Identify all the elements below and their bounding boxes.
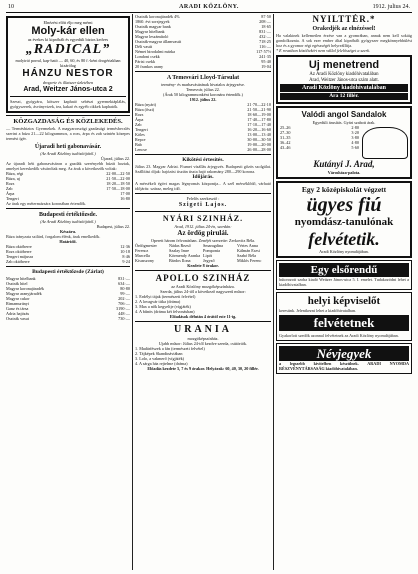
- program-item: 4. A bűnös (dráma két felvonásban): [135, 309, 195, 314]
- row-value: 117·57½: [256, 49, 271, 54]
- program-item: 3. Lolo, a vakmerő (vígjáték): [135, 356, 185, 361]
- row-value: 4·80: [351, 140, 359, 146]
- theater-date: Arad, 1912. július 24-én, szerdán:: [174, 224, 232, 229]
- school-line4: felvétetik.: [308, 229, 380, 250]
- grain-title: Újaradi heti gabonavásár.: [34, 144, 102, 150]
- row-value: 634·—: [118, 281, 130, 286]
- cast-cell: Kisasszony: [135, 258, 155, 263]
- ad-moly-small: Szeszt, gyógyáru, kötszer kapható sebészi gyermektáplálás, gyógyszerek, ásványvizek, tea, kakaó és egyéb cikkek kaphatók.: [10, 99, 126, 109]
- cast-cell: Pomponia: [203, 248, 220, 253]
- futures-title: Határidő.: [59, 239, 77, 244]
- row-label: Búza (nyári): [135, 102, 157, 107]
- row-value: 432·—: [259, 34, 271, 39]
- menetrend-title: Uj menetrend: [308, 59, 380, 71]
- nevjegyek-title: Névjegyek: [279, 346, 409, 361]
- row-value: 80·80: [120, 286, 130, 291]
- grain-price-list: [6, 171, 130, 201]
- row-value: 21·50—22·00: [106, 176, 130, 181]
- livestock-title: A Temesvári Lloyd-Társulat: [166, 75, 240, 81]
- newspaper-title: ARADI KÖZLÖNY.: [179, 4, 239, 10]
- row-value: 18·60—19·00: [247, 112, 271, 117]
- price-row: [135, 147, 271, 152]
- row-label: Londoni csekk: [135, 54, 160, 59]
- ad-nevjegyek: [276, 343, 412, 374]
- nyiltter-title: NYILTTÉR.*: [312, 14, 376, 24]
- row-label: Tengeri májusra: [6, 254, 34, 259]
- cast-cell: Smaragdina: [203, 243, 224, 248]
- ships-text: Július 23. Magyar Adriai. Fiumei vízállás árjegyzés. Budapesti gőzös szolgálat. Szállítási díjak: hajózási tisztán tiszta hajó rakomány 280—290 korona.: [135, 164, 271, 174]
- column-1: [6, 14, 130, 570]
- row-label: Búza októberre: [6, 244, 32, 249]
- row-label: Rozs októberre: [6, 249, 32, 254]
- commerce-title: KÖZGAZDASÁG ÉS KÖZLEKEDÉS.: [13, 118, 123, 125]
- budapest-sub: (Az Aradi Közlöny tudósítójától.): [40, 219, 96, 224]
- row-label: Lencse: [135, 147, 147, 152]
- row-value: 22·00—22·50: [106, 171, 130, 176]
- row-value: 8·46: [122, 254, 130, 259]
- ad-apartment: [276, 260, 412, 290]
- agent-text2: Gyakorlott szedők azonnal felvétetnek az Aradi Közlöny nyomdájában.: [279, 333, 399, 339]
- grain-sub: (Az Aradi Közlöny tudósítójától.): [40, 151, 96, 156]
- chief-label: Felelős szerkesztő :: [186, 196, 220, 201]
- ad-menetrend: [276, 55, 412, 104]
- cast-list: [135, 243, 271, 263]
- cast-cell: Lipót: [203, 253, 213, 258]
- row-label: Búza, régi: [6, 171, 24, 176]
- column-rule: [132, 14, 133, 570]
- price-row: [6, 259, 130, 264]
- livestock-note: (Árak 50 kilogrammonként koronára értendők.): [163, 92, 243, 97]
- row-value: 87·50: [261, 14, 271, 19]
- row-label: 20 frankos arany: [135, 64, 164, 69]
- row-value: 17·50—18·00: [106, 186, 130, 191]
- row-label: 31–35: [280, 135, 291, 141]
- row-value: 706·—: [118, 301, 130, 306]
- row-value: 448·—: [118, 311, 130, 316]
- budapest-text: Búza irányzata szilárd, forgalom élénk, árak emelkedők.: [6, 234, 101, 239]
- row-label: Zab októberre: [6, 259, 30, 264]
- row-value: 831·—: [259, 29, 271, 34]
- row-label: Zab: [6, 186, 13, 191]
- row-label: Magyar hitelbank: [6, 276, 36, 281]
- row-value: 18·65: [261, 24, 271, 29]
- livestock-date: 1912. július 22.: [189, 97, 217, 102]
- cast-cell: Kálmán Erzsi: [237, 248, 260, 253]
- row-value: 241·35: [259, 54, 271, 59]
- row-label: Osztrák-magyar államvasút: [135, 39, 182, 44]
- row-value: 9·24: [122, 259, 130, 264]
- row-label: 27–30: [280, 130, 291, 136]
- row-label: Rimamurányi: [6, 301, 30, 306]
- row-value: 10·18: [120, 249, 130, 254]
- ships-title: Kikötési értesítés.: [182, 157, 224, 163]
- nevjegyek-text: a legszebb kivitelben készülnek. ARADI NYOMDA RÉSZVÉNYTÁRSASÁG kiadóhivatalában.: [279, 361, 409, 372]
- row-label: Párisi csekk: [135, 59, 156, 64]
- row-label: Magyar aranyjáradék: [6, 291, 42, 296]
- row-label: Rozs: [135, 112, 144, 117]
- row-value: 16·80: [120, 196, 130, 201]
- row-value: 19·00—20·00: [247, 142, 271, 147]
- column-rule: [273, 14, 274, 570]
- chief-name: Szigeti Lajos.: [178, 202, 228, 208]
- nyiltter-head: Orakedjék az elnézéssel!: [312, 26, 376, 32]
- row-label: 43–46: [280, 145, 291, 151]
- livestock-list: [135, 102, 271, 152]
- ad-moly: [6, 16, 130, 113]
- menetrend-text1: Az Aradi Közlöny kiadóhivatalában: [309, 72, 379, 77]
- sandals-sub: Egyedüli árusítás. Gyári szabott árak.: [312, 120, 376, 126]
- cast-cell: Marcella: [135, 253, 150, 258]
- page-number: 10: [8, 4, 14, 10]
- issue-date: 1912. julius 24.: [372, 4, 410, 10]
- row-label: Búza (őszi): [135, 107, 155, 112]
- row-label: Osztrák hitel: [6, 281, 28, 286]
- row-value: 202·—: [118, 296, 130, 301]
- urania-program: [135, 346, 271, 366]
- urania-info: Ujabb műsor: Július 24-től kezdve szerda, csütörtök.: [158, 341, 248, 346]
- row-value: 831·—: [118, 276, 130, 281]
- row-value: 116·—: [259, 44, 271, 49]
- ad-agent: [276, 292, 412, 341]
- row-value: 95·40: [261, 59, 271, 64]
- row-value: 3·80: [351, 135, 359, 141]
- row-value: 21·50—21·90: [247, 107, 271, 112]
- ad-moly-seller: HÁNZU NESTOR: [22, 68, 114, 79]
- sandals-seller: Kutányi J. Arad,: [313, 159, 375, 170]
- row-label: Tengeri: [135, 127, 148, 132]
- apartment-text: bútorozott szoba kiadó Weitzer János-utca 5. I. emelet. Tudakozódni lehet a kiadóhivatalban.: [279, 277, 409, 288]
- row-label: Repce: [135, 137, 146, 142]
- ad-moly-address: Arad, Weitzer János-utca 2: [23, 86, 113, 93]
- row-label: Német birodalmi márka: [135, 49, 176, 54]
- row-label: Rozs: [6, 181, 15, 186]
- nyiltter-text: Ha valakinek kellemetlen érzése van a gyomrában, annak nem kell sokáig gondolkoznia. A sok ezer ember által kipróbált gyógyszer megkönnyebbülést hoz és a gyomor régi egészségét helyreállítja.: [276, 33, 412, 48]
- cast-cell: Szalay Imre: [169, 248, 190, 253]
- row-label: Osztrák magyar bank: [135, 24, 171, 29]
- grain-date: Újarad, július 22.: [100, 156, 130, 161]
- sandal-price-list: [280, 125, 359, 159]
- apartment-title: Egy elsőrendű: [279, 263, 409, 277]
- grain-note: Az árak egy métermázsára koronában értendők.: [6, 201, 86, 206]
- apollo-sub: az Aradi Közlöny mozgóképszínháza.: [171, 284, 235, 289]
- agent-text: keresünk. Jelentkezni lehet a kiadóhivatalban.: [279, 308, 356, 314]
- program-item: 4. A sárga ház rejtelme (dráma): [135, 361, 188, 366]
- cast-cell: Ferencz: [135, 248, 149, 253]
- cast-cell: Ördögmester: [135, 243, 157, 248]
- school-line5: Aradi Közlöny nyomdájában.: [319, 249, 369, 255]
- theater-time: Kezdete 8 órakor.: [187, 263, 219, 268]
- row-label: Déli vasút: [135, 44, 153, 49]
- cast-cell: Vértes Anna: [237, 243, 258, 248]
- row-value: 12·36: [120, 244, 130, 249]
- masthead: [6, 3, 412, 13]
- price-row: [280, 145, 359, 150]
- urania-sub: mozgóképszínház.: [187, 336, 219, 341]
- row-value: 3190·—: [116, 306, 130, 311]
- sandals-seller-addr: Városháza-palota.: [327, 170, 361, 176]
- column-2: [135, 14, 271, 570]
- row-value: 730·—: [118, 316, 130, 321]
- row-label: Magyar hitelbank: [135, 29, 165, 34]
- row-value: 16·20—16·60: [247, 127, 271, 132]
- agent-title: helyi képviselőt: [307, 295, 381, 308]
- urania-title: URANIA: [174, 324, 232, 335]
- theater-play: Az ördög pirulái.: [177, 229, 229, 237]
- apollo-times: Előadások délután 4 órától este 11-ig.: [169, 314, 237, 319]
- row-value: 718·25: [259, 39, 271, 44]
- price-row: [135, 64, 271, 69]
- weather-title: Időjárás.: [192, 174, 214, 180]
- sandal-icon: [362, 127, 408, 159]
- sandals-title: Valódi angol Sandalok: [301, 110, 387, 120]
- ad-moly-seller-desc: drogerie és illatszer üzletében: [42, 80, 94, 85]
- program-item: 2. Tájképek Skandináviában: [135, 351, 183, 356]
- nyiltter-footnote: * E rovatban közöltekért nem vállal felelősséget a szerk.: [276, 48, 371, 53]
- ad-moly-sub: az évekes ki kipróbált és egyedüli biztos kedves: [27, 37, 109, 42]
- theater-sub: Operett három felvonásban. Zenéjét szerzette: Zerkovitz Béla.: [150, 238, 256, 243]
- menetrend-strip: Aradi Közlöny kiadóhivatalában: [280, 84, 408, 92]
- exchange-list: [135, 14, 271, 69]
- row-label: 1860. évi sorsjegyek: [135, 19, 170, 24]
- livestock-sub: termény- és marhavásárának hivatalos árjegyzése.: [161, 82, 245, 87]
- budapest-title: Budapesti értéktőzsde.: [39, 212, 97, 218]
- price-row: [6, 316, 130, 321]
- ad-moly-product: „RADICAL”: [25, 42, 111, 57]
- cast-cell: Bárdos Ilona: [169, 258, 191, 263]
- ad-school: [276, 181, 412, 258]
- grain-text: Az újaradi héti gabonavásáron a gazdák szerényebb búzát hoztak, amelyet kereskedők vásároltak meg. Az árak a következők voltak:: [6, 161, 130, 171]
- row-value: 13·00—13·40: [247, 132, 271, 137]
- row-value: 17·40—17·80: [247, 117, 271, 122]
- row-label: 25–26: [280, 125, 291, 131]
- row-value: 3·20: [351, 130, 359, 136]
- cast-cell: Körmendy Aranka: [169, 253, 201, 258]
- program-item: 1. Madárfészek a fán (természeti felvétel): [135, 346, 205, 351]
- ad-moly-intro: Elnézést előtt éljo meg mérni: [43, 20, 93, 25]
- school-line2: ügyes fiú: [306, 194, 382, 217]
- futures-list: [6, 244, 130, 264]
- row-value: 30·00—30·50: [247, 137, 271, 142]
- theater-title: NYÁRI SZINHÁZ.: [162, 214, 244, 223]
- apollo-info: Szerda, július 24-től a következő nagyszerű műsor:: [160, 289, 246, 294]
- row-label: Adria hajózás: [6, 311, 30, 316]
- program-item: 1. Erdélyi tájak (természeti felvétel): [135, 294, 196, 299]
- urania-footer: Előadás kezdete 5, 7 és 9 órakor. Helyárak: 60, 40, 30, 20 fillér.: [147, 366, 259, 371]
- row-label: Bab: [135, 142, 142, 147]
- menetrend-price: Ára 12 fillér.: [280, 93, 408, 100]
- row-label: Magyar cukor: [6, 296, 30, 301]
- school-line1: Egy 2 középiskolát végzett: [301, 185, 387, 195]
- program-item: 2. A lovagvár titka (dráma): [135, 299, 181, 304]
- row-value: 21·70—22·10: [247, 102, 271, 107]
- budapest-date: Budapest, július 22.: [96, 224, 130, 229]
- agent-big: felvétetnek: [279, 315, 409, 331]
- budapest2-title: Budapesti értéktőzsde (Zárlat): [32, 269, 104, 275]
- row-label: Búza, uj: [6, 176, 20, 181]
- cast-cell: Jegyző: [203, 258, 215, 263]
- row-value: 18·20—18·50: [106, 181, 130, 186]
- row-label: Zab: [135, 122, 142, 127]
- ad-moly-seller-label: kizárólag: [60, 63, 76, 68]
- row-label: Árpa: [6, 191, 15, 196]
- cast-cell: Nádas Rezső: [169, 243, 191, 248]
- row-label: Osztrák koronajáradék 4%: [135, 14, 180, 19]
- row-value: 19·04: [261, 64, 271, 69]
- row-label: Köles: [135, 132, 145, 137]
- row-value: 17·10—17·40: [247, 122, 271, 127]
- ad-moly-desc: molyirtó porral, kap-ható — 40, 60, és 80 f.-ként drogériakban: [15, 58, 121, 63]
- row-label: Tengeri: [6, 196, 19, 201]
- apollo-program: [135, 294, 271, 314]
- row-value: 208·—: [259, 19, 271, 24]
- commerce-text: — Termésbiztos Gyermekek. A magyarországi gazdasági termésbecslés szerint a búza 21—22 kilogrammos, a rozs, árpa és zab szintén közepes termést ígér.: [6, 126, 130, 141]
- weather-text: A mérsékelt égövi magas légnyomás központja... A szél mérséklődő, várható időjárás: száraz, meleg idő.: [135, 181, 271, 191]
- row-label: Osztrák vasut: [6, 316, 29, 321]
- row-value: 17·00: [120, 191, 130, 196]
- livestock-sub2: Temesvár, július 22.: [186, 87, 220, 92]
- ad-moly-headline: Moly-kár ellen: [31, 25, 105, 37]
- row-value: 5·60: [351, 145, 359, 151]
- apollo-title: APOLLO SZINHÁZ: [155, 273, 251, 283]
- stock-list: [6, 276, 130, 321]
- row-label: Magyar leszámítoló: [135, 34, 169, 39]
- ad-sandals: [276, 106, 412, 179]
- row-label: Árpa: [135, 117, 144, 122]
- menetrend-text2: Arad, Weitzer János-utca szám alatt.: [309, 77, 379, 83]
- row-value: 99·—: [120, 291, 130, 296]
- row-value: 2·80: [351, 125, 359, 131]
- program-item: 3. Max a nők kegyeltje (vígjáték): [135, 304, 191, 309]
- column-3: [276, 14, 412, 570]
- budapest-label: Készáru.: [60, 229, 76, 234]
- row-label: Ganz és társa: [6, 306, 29, 311]
- school-line3: nyomdász-tanulónak: [294, 216, 394, 229]
- cast-cell: Miklós Ferenc: [237, 258, 262, 263]
- cast-cell: Szabó Béla: [237, 253, 256, 258]
- row-value: 26·00—28·00: [247, 147, 271, 152]
- row-label: Magyar koronajáradék: [6, 286, 45, 291]
- row-label: 36–42: [280, 140, 291, 146]
